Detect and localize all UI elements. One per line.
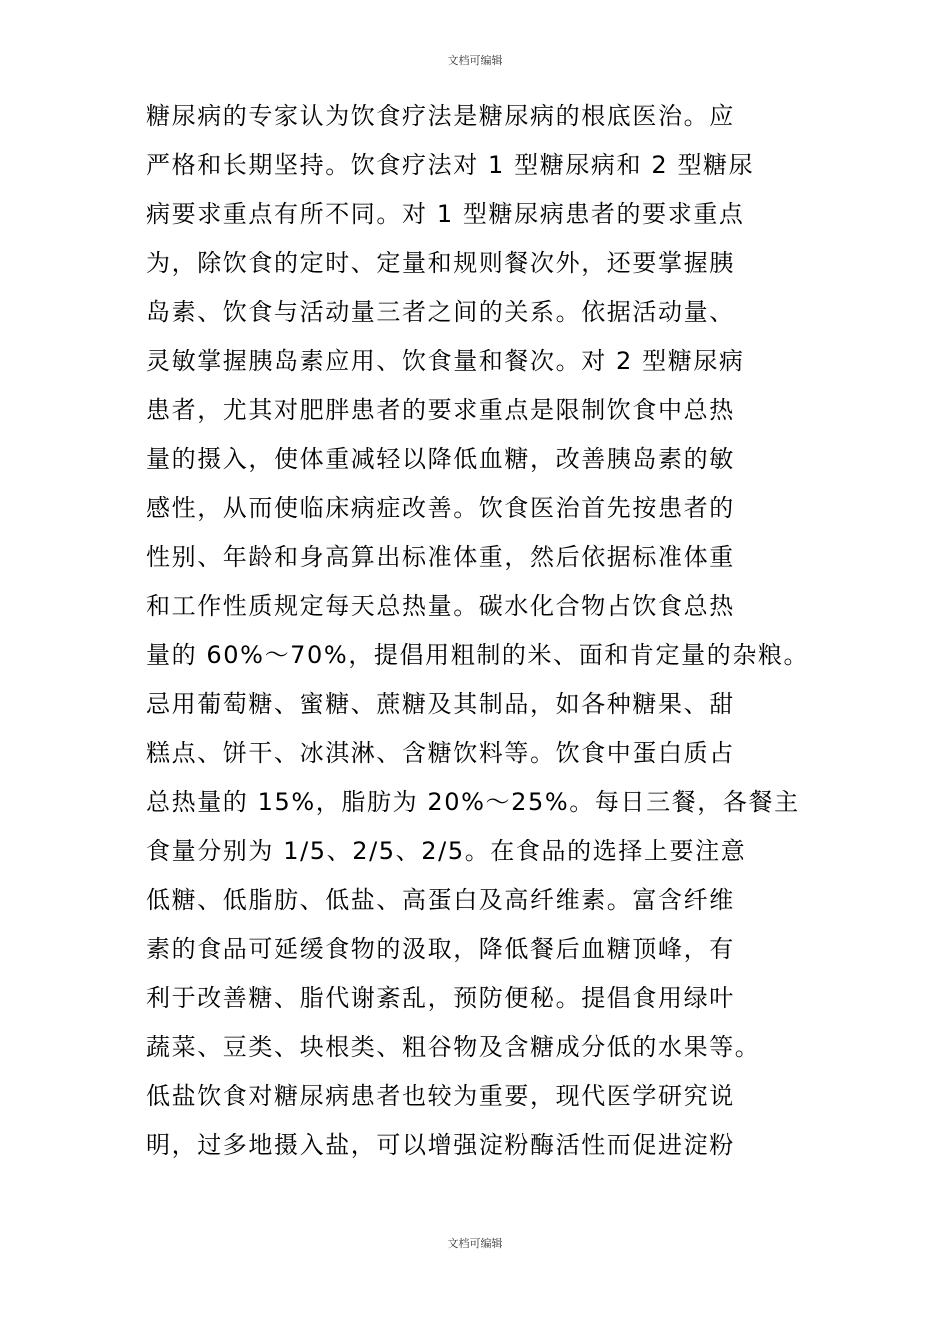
text-line: 量的摄入，使体重减轻以降低血糖，改善胰岛素的敏	[146, 445, 735, 473]
text-line: 为，除饮食的定时、定量和规则餐次外，还要掌握胰	[146, 249, 735, 277]
text-line: 病要求重点有所不同。对 1 型糖尿病患者的要求重点	[146, 200, 745, 228]
text-line: 低盐饮食对糖尿病患者也较为重要，现代医学研究说	[146, 1082, 735, 1110]
text-line: 素的食品可延缓食物的汲取，降低餐后血糖顶峰，有	[146, 935, 735, 963]
text-line: 性别、年龄和身高算出标准体重，然后依据标准体重	[146, 543, 735, 571]
text-line: 忌用葡萄糖、蜜糖、蔗糖及其制品，如各种糖果、甜	[146, 690, 735, 718]
text-line: 岛素、饮食与活动量三者之间的关系。依据活动量、	[146, 298, 735, 326]
text-line: 灵敏掌握胰岛素应用、饮食量和餐次。对 2 型糖尿病	[146, 347, 745, 375]
text-line: 利于改善糖、脂代谢紊乱，预防便秘。提倡食用绿叶	[146, 984, 735, 1012]
text-line: 明，过多地摄入盐，可以增强淀粉酶活性而促进淀粉	[146, 1131, 735, 1159]
text-line: 和工作性质规定每天总热量。碳水化合物占饮食总热	[146, 592, 735, 620]
text-line: 糖尿病的专家认为饮食疗法是糖尿病的根底医治。应	[146, 102, 735, 130]
text-line: 患者，尤其对肥胖患者的要求重点是限制饮食中总热	[146, 396, 735, 424]
text-line: 严格和长期坚持。饮食疗法对 1 型糖尿病和 2 型糖尿	[146, 151, 755, 179]
text-line: 蔬菜、豆类、块根类、粗谷物及含糖成分低的水果等。	[146, 1033, 761, 1061]
text-line: 总热量的 15%，脂肪为 20%～25%。每日三餐，各餐主	[146, 788, 800, 816]
page-footer: 文档可编辑	[447, 1237, 503, 1250]
text-line: 感性，从而使临床病症改善。饮食医治首先按患者的	[146, 494, 735, 522]
body-paragraph	[146, 95, 826, 1173]
text-line: 食量分别为 1/5、2/5、2/5。在食品的选择上要注意	[146, 837, 747, 865]
page-header: 文档可编辑	[447, 54, 503, 67]
text-line: 糕点、饼干、冰淇淋、含糖饮料等。饮食中蛋白质占	[146, 739, 735, 767]
text-line: 量的 60%～70%，提倡用粗制的米、面和肯定量的杂粮。	[146, 641, 810, 669]
text-line: 低糖、低脂肪、低盐、高蛋白及高纤维素。富含纤维	[146, 886, 735, 914]
